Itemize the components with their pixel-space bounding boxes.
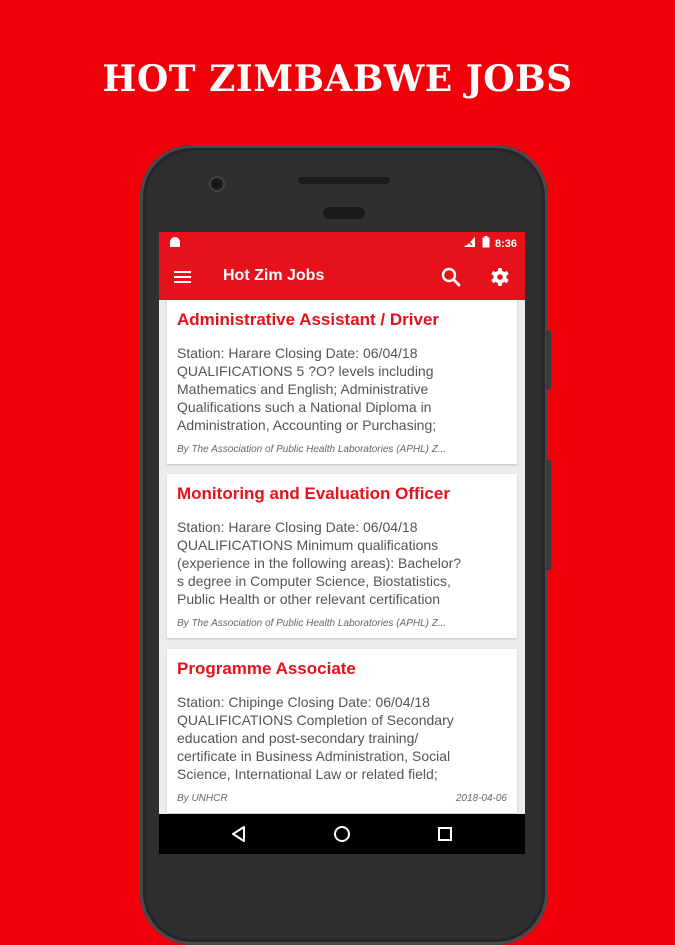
hamburger-menu-icon[interactable] [173, 267, 193, 287]
job-description: Station: Harare Closing Date: 06/04/18 QUALIFICATIONS Minimum qualifications (experience in the following areas): Bachelor? s degree in Computer Science, Biostatistics, Public Health or other relevant certification [177, 519, 462, 607]
job-card[interactable] [167, 649, 517, 813]
job-title[interactable]: Monitoring and Evaluation Officer [177, 484, 450, 503]
job-description: Station: Harare Closing Date: 06/04/18 QUALIFICATIONS 5 ?O? levels including Mathematics and English; Administrative Qualifications such a National Diploma in Administration, Accounting or Purchasing; [177, 345, 437, 433]
job-card[interactable] [167, 300, 517, 464]
earpiece-speaker [298, 177, 390, 184]
android-icon [169, 236, 181, 251]
front-camera [209, 176, 225, 192]
job-source: By The Association of Public Health Laboratories (APHL) Z... [177, 444, 447, 455]
status-bar [159, 232, 525, 254]
power-button [546, 330, 551, 390]
system-nav-bar [159, 814, 525, 854]
app-bar [159, 254, 525, 300]
signal-icon [463, 236, 477, 251]
job-title[interactable]: Administrative Assistant / Driver [177, 310, 440, 329]
battery-icon [482, 236, 490, 251]
job-description: Station: Chipinge Closing Date: 06/04/18 QUALIFICATIONS Completion of Secondary education and post-secondary training/ certificate in Business Administration, Social Science, International Law or related field; [177, 694, 454, 782]
job-card[interactable] [167, 474, 517, 638]
volume-button [546, 460, 551, 570]
app-title: Hot Zim Jobs [223, 267, 325, 284]
gear-icon[interactable] [489, 266, 511, 288]
job-source: By UNHCR [177, 793, 228, 804]
back-icon[interactable] [229, 824, 249, 844]
home-icon[interactable] [332, 824, 352, 844]
recents-icon[interactable] [435, 824, 455, 844]
search-icon[interactable] [440, 266, 462, 288]
proximity-sensor [323, 207, 365, 219]
app-screen [159, 232, 525, 854]
job-title[interactable]: Programme Associate [177, 659, 356, 678]
job-date: 2018-04-06 [455, 793, 507, 804]
clock: 8:36 [494, 237, 517, 250]
job-source: By The Association of Public Health Laboratories (APHL) Z... [177, 618, 447, 629]
promo-banner-title: HOT ZIMBABWE JOBS [102, 58, 573, 100]
